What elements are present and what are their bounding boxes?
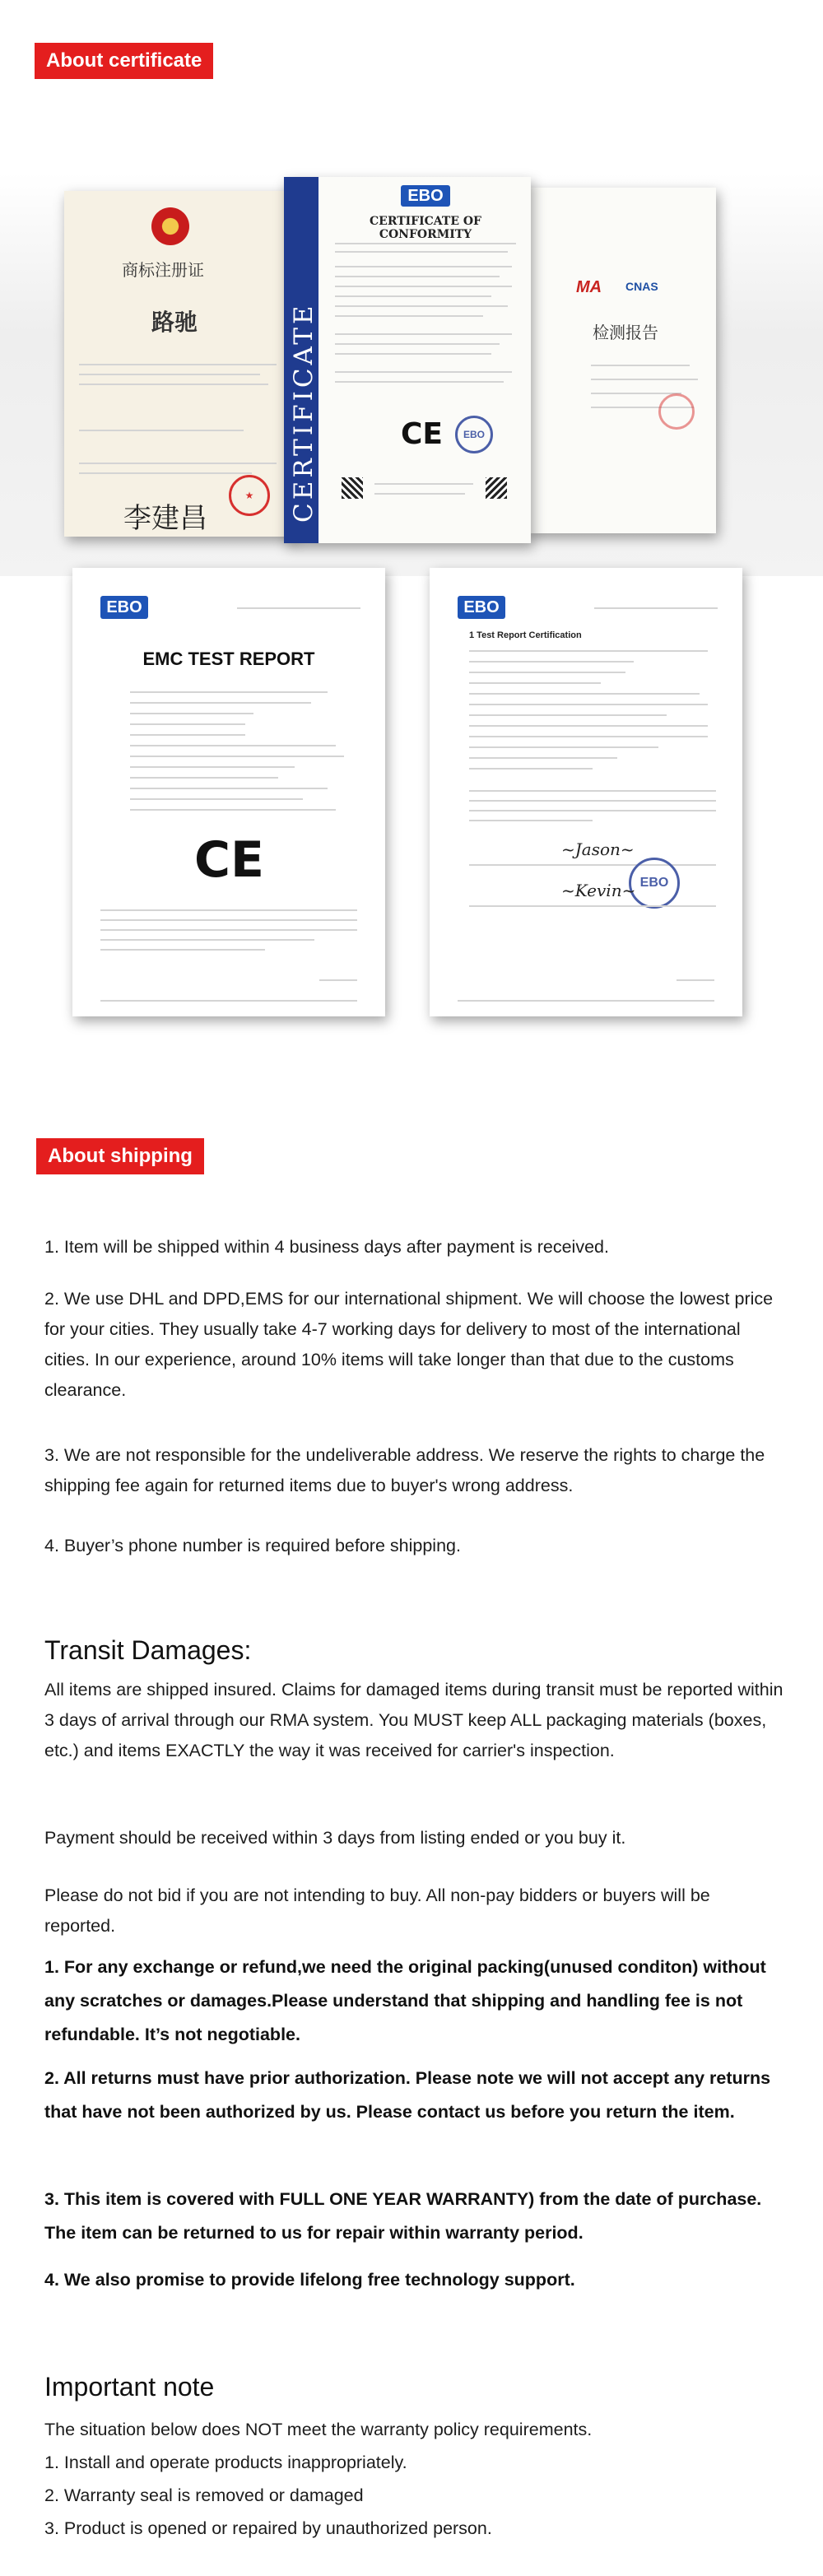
cma-test-report bbox=[527, 188, 716, 533]
policy-item: 2. All returns must have prior authorization. Please note we will not accept any returns that have not been authorized by us. Please contact us before you return the item. bbox=[44, 2068, 771, 2122]
ce-mark: CE bbox=[194, 831, 265, 889]
shipping-item: 4. Buyer’s phone number is required before shipping. bbox=[44, 1536, 461, 1555]
about-certificate-tag: About certificate bbox=[35, 43, 213, 79]
shipping-item: 3. We are not responsible for the undeliverable address. We reserve the rights to charge the shipping fee again for returned items due to buyer's wrong address. bbox=[44, 1445, 765, 1495]
cnas-logo: CNAS bbox=[625, 280, 658, 293]
important-line: The situation below does NOT meet the warranty policy requirements. bbox=[44, 2420, 593, 2439]
transit-damages-heading: Transit Damages: bbox=[44, 1635, 252, 1665]
trademark-certificate bbox=[64, 191, 295, 537]
cma-seal-icon bbox=[658, 393, 695, 430]
policy-item: 1. For any exchange or refund,we need the original packing(unused conditon) without any scratches or damages.Please understand that shipping and handling fee is not refundable. It’s not negotiable. bbox=[44, 1957, 766, 2044]
transit-paragraph: All items are shipped insured. Claims for damaged items during transit must be reported within 3 days of arrival through our RMA system. You MUST keep ALL packaging materials (boxes, etc.) and items EXACTLY the way it was received for carrier's inspection. bbox=[44, 1680, 783, 1760]
transit-paragraph: Payment should be received within 3 days from listing ended or you buy it. bbox=[44, 1828, 626, 1848]
ebo-logo: EBO bbox=[401, 185, 450, 207]
ce-mark: CE bbox=[401, 417, 444, 451]
shipping-item: 1. Item will be shipped within 4 business days after payment is received. bbox=[44, 1237, 609, 1257]
trademark-title: 商标注册证 bbox=[122, 260, 204, 280]
ebo-logo: EBO bbox=[458, 596, 505, 619]
about-shipping-tag: About shipping bbox=[36, 1138, 204, 1174]
important-line: 2. Warranty seal is removed or damaged bbox=[44, 2485, 364, 2505]
qr-code-icon bbox=[342, 477, 363, 499]
ebo-logo: EBO bbox=[100, 596, 148, 619]
cma-logo: MA bbox=[576, 278, 602, 296]
ce-certificate bbox=[284, 177, 531, 543]
test-report-certification bbox=[430, 568, 742, 1016]
important-line: 3. Product is opened or repaired by unauthorized person. bbox=[44, 2518, 492, 2538]
trademark-signature: 李建昌 bbox=[123, 502, 207, 535]
cma-report-title: 检测报告 bbox=[593, 323, 658, 342]
qr-code-icon bbox=[486, 477, 507, 499]
test-certification-title: 1 Test Report Certification bbox=[469, 630, 582, 640]
ebo-seal-icon: EBO bbox=[455, 416, 493, 453]
emc-test-report bbox=[72, 568, 385, 1016]
policy-item: 3. This item is covered with FULL ONE YEAR WARRANTY) from the date of purchase. The item can be returned to us for repair within warranty period. bbox=[44, 2189, 762, 2243]
policy-item: 4. We also promise to provide lifelong free technology support. bbox=[44, 2270, 575, 2290]
important-note-heading: Important note bbox=[44, 2372, 215, 2402]
trademark-brand: 路驰 bbox=[151, 309, 198, 336]
national-emblem-icon bbox=[151, 207, 189, 245]
ce-certificate-title: CERTIFICATE OF CONFORMITY bbox=[370, 215, 481, 241]
transit-paragraph: Please do not bid if you are not intending to buy. All non-pay bidders or buyers will be reported. bbox=[44, 1886, 710, 1936]
signature-icon: ~Jason~ bbox=[561, 839, 635, 859]
shipping-item: 2. We use DHL and DPD,EMS for our international shipment. We will choose the lowest price for your cities. They usually take 4-7 working days for delivery to most of the international cities. In our experience, around 10% items will take longer than that due to the customs clearance. bbox=[44, 1289, 774, 1400]
red-seal-icon: ★ bbox=[229, 475, 270, 516]
signature-icon: ~Kevin~ bbox=[561, 881, 636, 900]
certificate-band-text: CERTIFICATE bbox=[289, 302, 319, 523]
important-line: 1. Install and operate products inappropriately. bbox=[44, 2453, 407, 2472]
ebo-seal-icon: EBO bbox=[629, 858, 680, 909]
emc-report-title: EMC TEST REPORT bbox=[142, 649, 315, 669]
